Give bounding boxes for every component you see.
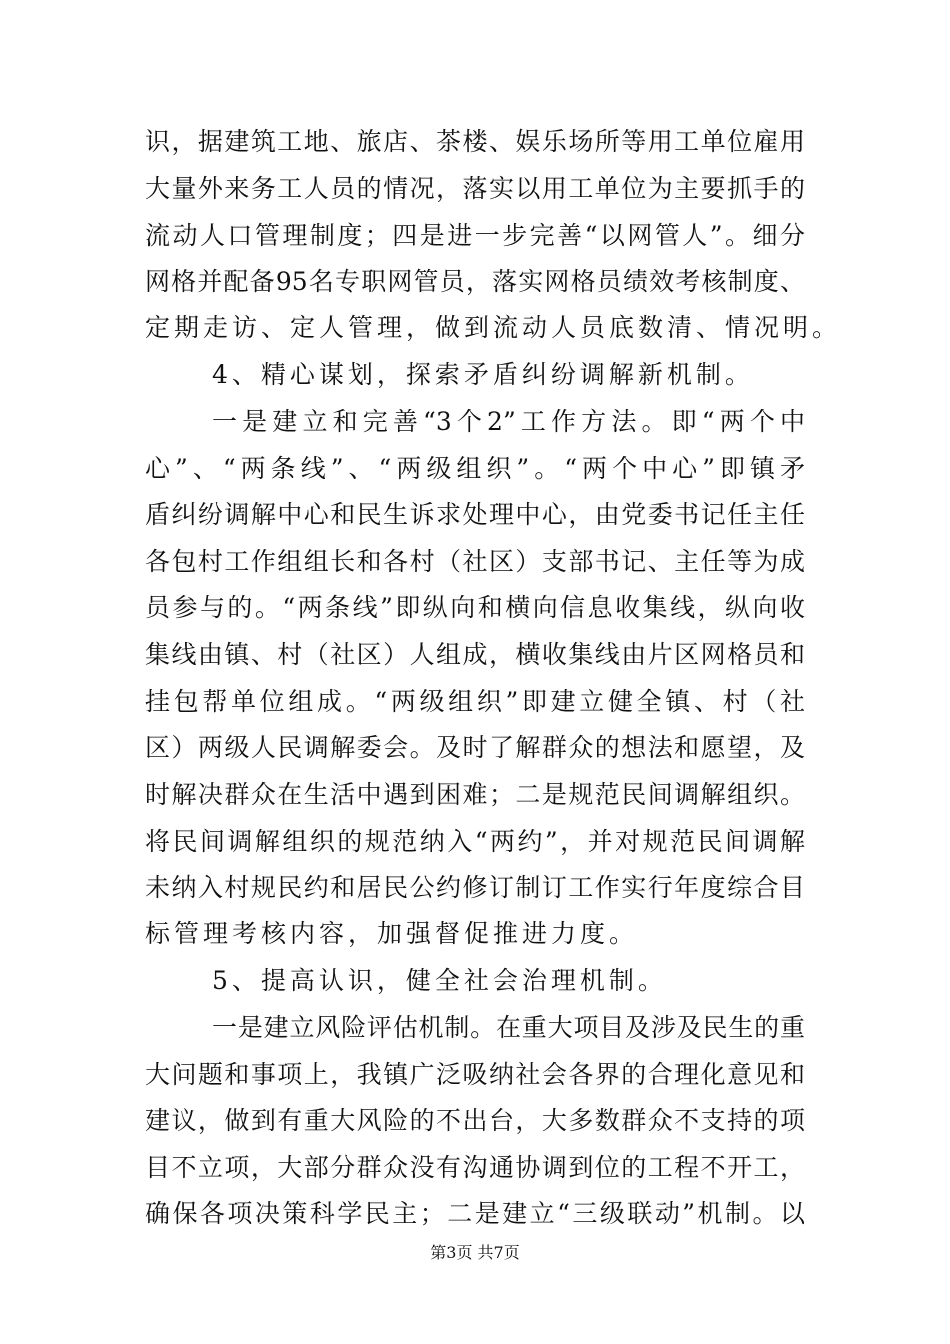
text-line: 标管理考核内容，加强督促推进力度。: [145, 919, 639, 948]
text-line: 挂包帮单位组成。“两级组织”即建立健全镇、村（社: [145, 687, 805, 716]
text-line: 时解决群众在生活中遇到困难；二是规范民间调解组织。: [145, 780, 805, 809]
text-line: 盾纠纷调解中心和民生诉求处理中心，由党委书记任主任: [145, 500, 805, 529]
text-line: 一是建立风险评估机制。在重大项目及涉及民生的重: [212, 1013, 805, 1042]
text-line: 将民间调解组织的规范纳入“两约”，并对规范民间调解: [145, 827, 805, 856]
text-line: 未纳入村规民约和居民公约修订制订工作实行年度综合目: [145, 873, 805, 902]
text-line: 心”、“两条线”、“两级组织”。“两个中心”即镇矛: [145, 454, 805, 483]
text-line: 定期走访、定人管理，做到流动人员底数清、情况明。: [145, 313, 842, 342]
text-line: 确保各项决策科学民主；二是建立“三级联动”机制。以: [145, 1199, 805, 1228]
text-line: 目不立项，大部分群众没有沟通协调到位的工程不开工，: [145, 1153, 805, 1182]
text-line: 大量外来务工人员的情况，落实以用工单位为主要抓手的: [145, 174, 805, 203]
text-line: 区）两级人民调解委会。及时了解群众的想法和愿望，及: [145, 733, 805, 762]
text-line: 各包村工作组组长和各村（社区）支部书记、主任等为成: [145, 547, 805, 576]
text-line: 流动人口管理制度；四是进一步完善“以网管人”。细分: [145, 221, 805, 250]
text-line: 一是建立和完善“3个2”工作方法。即“两个中: [212, 407, 805, 436]
text-line: 识，据建筑工地、旅店、茶楼、娱乐场所等用工单位雇用: [145, 127, 805, 156]
text-line: 大问题和事项上，我镇广泛吸纳社会各界的合理化意见和: [145, 1060, 805, 1089]
section-heading: 5、提高认识，健全社会治理机制。: [212, 966, 667, 995]
page-number-footer: 第3页 共7页: [430, 1243, 520, 1262]
text-line: 建议，做到有重大风险的不出台，大多数群众不支持的项: [145, 1106, 805, 1135]
text-line: 集线由镇、村（社区）人组成，横收集线由片区网格员和: [145, 640, 805, 669]
text-line: 网格并配备95名专职网管员，落实网格员绩效考核制度、: [145, 267, 805, 296]
section-heading: 4、精心谋划，探索矛盾纠纷调解新机制。: [212, 360, 754, 389]
text-line: 员参与的。“两条线”即纵向和横向信息收集线，纵向收: [145, 593, 805, 622]
